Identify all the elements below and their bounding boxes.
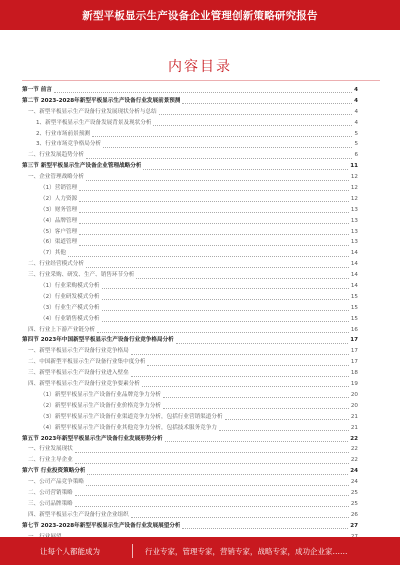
toc-entry-title: （2）新型平板显示生产设备行业价格竞争力分析: [40, 402, 162, 409]
toc-leader-dots: [54, 91, 352, 93]
toc-entry-title: 第三节 新型平板显示生产设备企业管理战略分析: [22, 163, 142, 170]
toc-entry[interactable]: [22, 510, 358, 521]
toc-entry[interactable]: [22, 150, 358, 161]
toc-entry-page: 18: [350, 370, 358, 377]
toc-entry-title: 1、新型平板显示生产设备发展背景及现状分析: [36, 119, 152, 126]
toc-entry[interactable]: [22, 172, 358, 183]
toc-entry[interactable]: [22, 346, 358, 357]
toc-entry-title: （4）品牌管理: [40, 217, 78, 224]
toc-entry-title: （1）新型平板显示生产设备行业品牌竞争力分析: [40, 391, 162, 398]
toc-entry[interactable]: [22, 161, 358, 172]
toc-entry-title: （1）行业采购模式分析: [40, 283, 100, 290]
toc-entry[interactable]: [22, 270, 358, 281]
toc-entry-title: 第五节 2023年新型平板显示生产设备行业发展形势分析: [22, 435, 163, 442]
toc-entry-page: 22: [350, 435, 358, 442]
toc-entry-title: （4）新型平板显示生产设备行业其他竞争力分析，包括技术服务竞争力: [40, 424, 217, 431]
toc-entry[interactable]: [22, 444, 358, 455]
toc-leader-dots: [147, 364, 348, 366]
toc-entry[interactable]: [22, 412, 358, 423]
toc-leader-dots: [86, 157, 352, 159]
toc-leader-dots: [79, 211, 349, 213]
toc-entry-page: 25: [350, 489, 358, 496]
toc-entry[interactable]: [22, 118, 358, 129]
toc-leader-dots: [102, 287, 349, 289]
toc-leader-dots: [159, 113, 353, 115]
toc-entry-title: 一、企业管理战略分析: [28, 174, 84, 181]
toc-leader-dots: [225, 418, 349, 420]
toc-entry-page: 4: [354, 87, 358, 93]
toc-entry[interactable]: [22, 183, 358, 194]
toc-entry-title: 2、行业市场前景预测: [36, 130, 90, 137]
toc-entry-title: 二、行业主导企业: [28, 457, 73, 464]
toc-entry[interactable]: [22, 216, 358, 227]
toc-leader-dots: [136, 277, 349, 279]
toc-entry-page: 24: [350, 479, 358, 486]
toc-entry[interactable]: [22, 281, 358, 292]
toc-leader-dots: [176, 342, 348, 344]
toc-entry-page: 22: [350, 457, 358, 464]
toc-entry-title: 四、新型平板显示生产设备行业企业组织: [28, 511, 129, 518]
report-header-bar: [0, 0, 400, 30]
toc-entry-page: 22: [350, 446, 358, 453]
toc-leader-dots: [75, 451, 349, 453]
toc-leader-dots: [131, 516, 349, 518]
toc-entry-page: 12: [350, 174, 358, 181]
toc-entry[interactable]: [22, 96, 358, 107]
report-title: 新型平板显示生产设备企业管理创新策略研究报告: [82, 9, 318, 22]
toc-leader-dots: [182, 102, 352, 104]
toc-entry-page: 12: [350, 185, 358, 192]
toc-entry-title: 三、行业采购、研发、生产、销售环节分析: [28, 272, 135, 279]
toc-entry[interactable]: [22, 325, 358, 336]
toc-leader-dots: [163, 407, 349, 409]
toc-entry-title: 一、新型平板显示生产设备行业竞争格局: [28, 348, 129, 355]
toc-leader-dots: [86, 266, 349, 268]
toc-entry-page: 21: [350, 413, 358, 420]
toc-entry-title: （1）营销管理: [40, 185, 78, 192]
toc-entry-title: 一、公司产品竞争策略: [28, 479, 84, 486]
toc-leader-dots: [102, 298, 349, 300]
toc-entry-title: 二、公司营销策略: [28, 489, 73, 496]
toc-entry-title: 四、新型平板显示生产设备行业竞争要素分析: [28, 381, 140, 388]
toc-entry-title: 三、新型平板显示生产设备行业进入壁垒: [28, 370, 129, 377]
toc-leader-dots: [142, 385, 349, 387]
toc-entry-page: 5: [354, 141, 358, 148]
toc-entry[interactable]: [22, 314, 358, 325]
toc-entry-title: （6）渠道管理: [40, 239, 78, 246]
toc-leader-dots: [68, 255, 349, 257]
toc-entry-title: （7）其他: [40, 250, 66, 257]
toc-entry[interactable]: [22, 303, 358, 314]
toc-entry[interactable]: [22, 466, 358, 477]
toc-entry-title: 二、行业经营模式分析: [28, 261, 84, 268]
toc-leader-dots: [165, 440, 349, 442]
toc-leader-dots: [79, 244, 349, 246]
toc-entry-title: 第六节 行业投资策略分析: [22, 468, 86, 475]
toc-leader-dots: [163, 396, 349, 398]
toc-entry[interactable]: [22, 390, 358, 401]
toc-leader-dots: [87, 473, 348, 475]
toc-entry-page: 21: [350, 424, 358, 431]
toc-entry-title: （3）新型平板显示生产设备行业渠道竞争力分析，包括行业营销渠道分析: [40, 413, 223, 420]
toc-leader-dots: [79, 233, 349, 235]
toc-entry-page: 14: [350, 272, 358, 279]
toc-leader-dots: [79, 222, 349, 224]
toc-entry[interactable]: [22, 227, 358, 238]
toc-entry-page: 13: [350, 217, 358, 224]
toc-entry[interactable]: [22, 194, 358, 205]
toc-entry[interactable]: [22, 335, 358, 346]
toc-entry-title: 二、行业发展趋势分析: [28, 152, 84, 159]
toc-entry-title: 第一节 前言: [22, 87, 52, 93]
toc-entry[interactable]: [22, 455, 358, 466]
toc-entry[interactable]: [22, 205, 358, 216]
toc-leader-dots: [182, 527, 348, 529]
toc-entry[interactable]: [22, 248, 358, 259]
toc-entry[interactable]: [22, 401, 358, 412]
toc-entry-page: 6: [354, 152, 358, 159]
toc-leader-dots: [92, 135, 353, 137]
toc-entry[interactable]: [22, 521, 358, 532]
toc-entry-page: 17: [350, 359, 358, 366]
toc-entry-title: 四、行业上下游产业链分析: [28, 326, 96, 333]
footer-bar: [0, 537, 400, 565]
toc-entry[interactable]: [22, 139, 358, 150]
toc-entry[interactable]: [22, 129, 358, 140]
toc-entry[interactable]: [22, 368, 358, 379]
toc-entry-title: （3）财务管理: [40, 206, 78, 213]
footer-slogan: 让每个人都能成为: [40, 546, 100, 556]
toc-entry-title: 一、行业发展现状: [28, 446, 73, 453]
toc-entry[interactable]: [22, 499, 358, 510]
toc-entry[interactable]: [22, 292, 358, 303]
toc-leader-dots: [131, 375, 349, 377]
toc-leader-dots: [143, 168, 348, 170]
toc-entry-page: 27: [350, 522, 358, 529]
toc-entry-page: 11: [350, 163, 358, 170]
toc-entry-page: 19: [350, 381, 358, 388]
toc-entry-page: 14: [350, 261, 358, 268]
toc-leader-dots: [102, 309, 349, 311]
toc-entry-page: 24: [350, 468, 358, 475]
toc-entry[interactable]: [22, 357, 358, 368]
toc-entry-title: 一、新型平板显示生产设备行业发展现状分析与总结: [28, 108, 157, 115]
toc-leader-dots: [75, 505, 349, 507]
toc-leader-dots: [97, 331, 349, 333]
toc-entry-page: 14: [350, 250, 358, 257]
toc-entry-page: 20: [350, 391, 358, 398]
table-of-contents: [22, 85, 358, 542]
toc-entry-page: 13: [350, 228, 358, 235]
footer-tagline: 行业专家，管理专家，营销专家，战略专家，成功企业家……: [145, 546, 348, 556]
toc-entry-page: 4: [354, 119, 358, 126]
toc-entry-page: 15: [350, 315, 358, 322]
toc-entry-title: （4）行业销售模式分析: [40, 315, 100, 322]
toc-leader-dots: [219, 429, 349, 431]
toc-entry-title: 3、行业市场竞争格局分析: [36, 141, 102, 148]
toc-leader-dots: [86, 179, 349, 181]
toc-leader-dots: [131, 353, 349, 355]
toc-leader-dots: [103, 146, 352, 148]
toc-entry-page: 17: [350, 337, 358, 344]
toc-leader-dots: [86, 484, 349, 486]
toc-entry[interactable]: [22, 379, 358, 390]
toc-entry-page: 5: [354, 130, 358, 137]
toc-leader-dots: [102, 320, 349, 322]
toc-leader-dots: [75, 494, 349, 496]
toc-entry-title: 二、中国新型平板显示生产设备行业集中度分析: [28, 359, 146, 366]
toc-leader-dots: [79, 200, 349, 202]
toc-divider: [22, 80, 380, 81]
toc-entry-page: 15: [350, 304, 358, 311]
toc-entry-title: 三、公司品牌策略: [28, 500, 73, 507]
toc-leader-dots: [75, 462, 349, 464]
toc-entry[interactable]: [22, 107, 358, 118]
toc-entry-page: 25: [350, 500, 358, 507]
toc-leader-dots: [153, 124, 352, 126]
toc-entry-title: 第七节 2023-2028年新型平板显示生产设备行业发展展望分析: [22, 522, 181, 529]
toc-entry[interactable]: [22, 85, 358, 96]
toc-entry[interactable]: [22, 259, 358, 270]
footer-divider: [132, 544, 133, 558]
toc-entry-page: 15: [350, 293, 358, 300]
toc-entry[interactable]: [22, 423, 358, 434]
toc-entry-title: 第二节 2023-2028年新型平板显示生产设备行业发展前景预测: [22, 97, 181, 104]
toc-entry-page: 13: [350, 206, 358, 213]
toc-entry-title: （3）行业生产模式分析: [40, 304, 100, 311]
toc-entry-page: 12: [350, 195, 358, 202]
toc-entry-page: 13: [350, 239, 358, 246]
toc-entry-page: 26: [350, 511, 358, 518]
toc-entry-page: 16: [350, 326, 358, 333]
toc-entry-page: 20: [350, 402, 358, 409]
toc-entry[interactable]: [22, 237, 358, 248]
toc-entry-title: （2）行业研发模式分析: [40, 293, 100, 300]
toc-entry-page: 4: [354, 97, 358, 104]
toc-entry-page: 17: [350, 348, 358, 355]
toc-entry-title: （2）人力资源: [40, 195, 78, 202]
toc-heading: 内容目录: [168, 59, 232, 75]
toc-leader-dots: [79, 189, 349, 191]
toc-entry-page: 14: [350, 283, 358, 290]
toc-entry[interactable]: [22, 434, 358, 445]
toc-entry-title: 第四节 2023年中国新型平板显示生产设备行业竞争格局分析: [22, 337, 174, 344]
toc-entry-title: （5）客户管理: [40, 228, 78, 235]
toc-entry[interactable]: [22, 488, 358, 499]
toc-entry[interactable]: [22, 477, 358, 488]
toc-entry-page: 4: [354, 108, 358, 115]
